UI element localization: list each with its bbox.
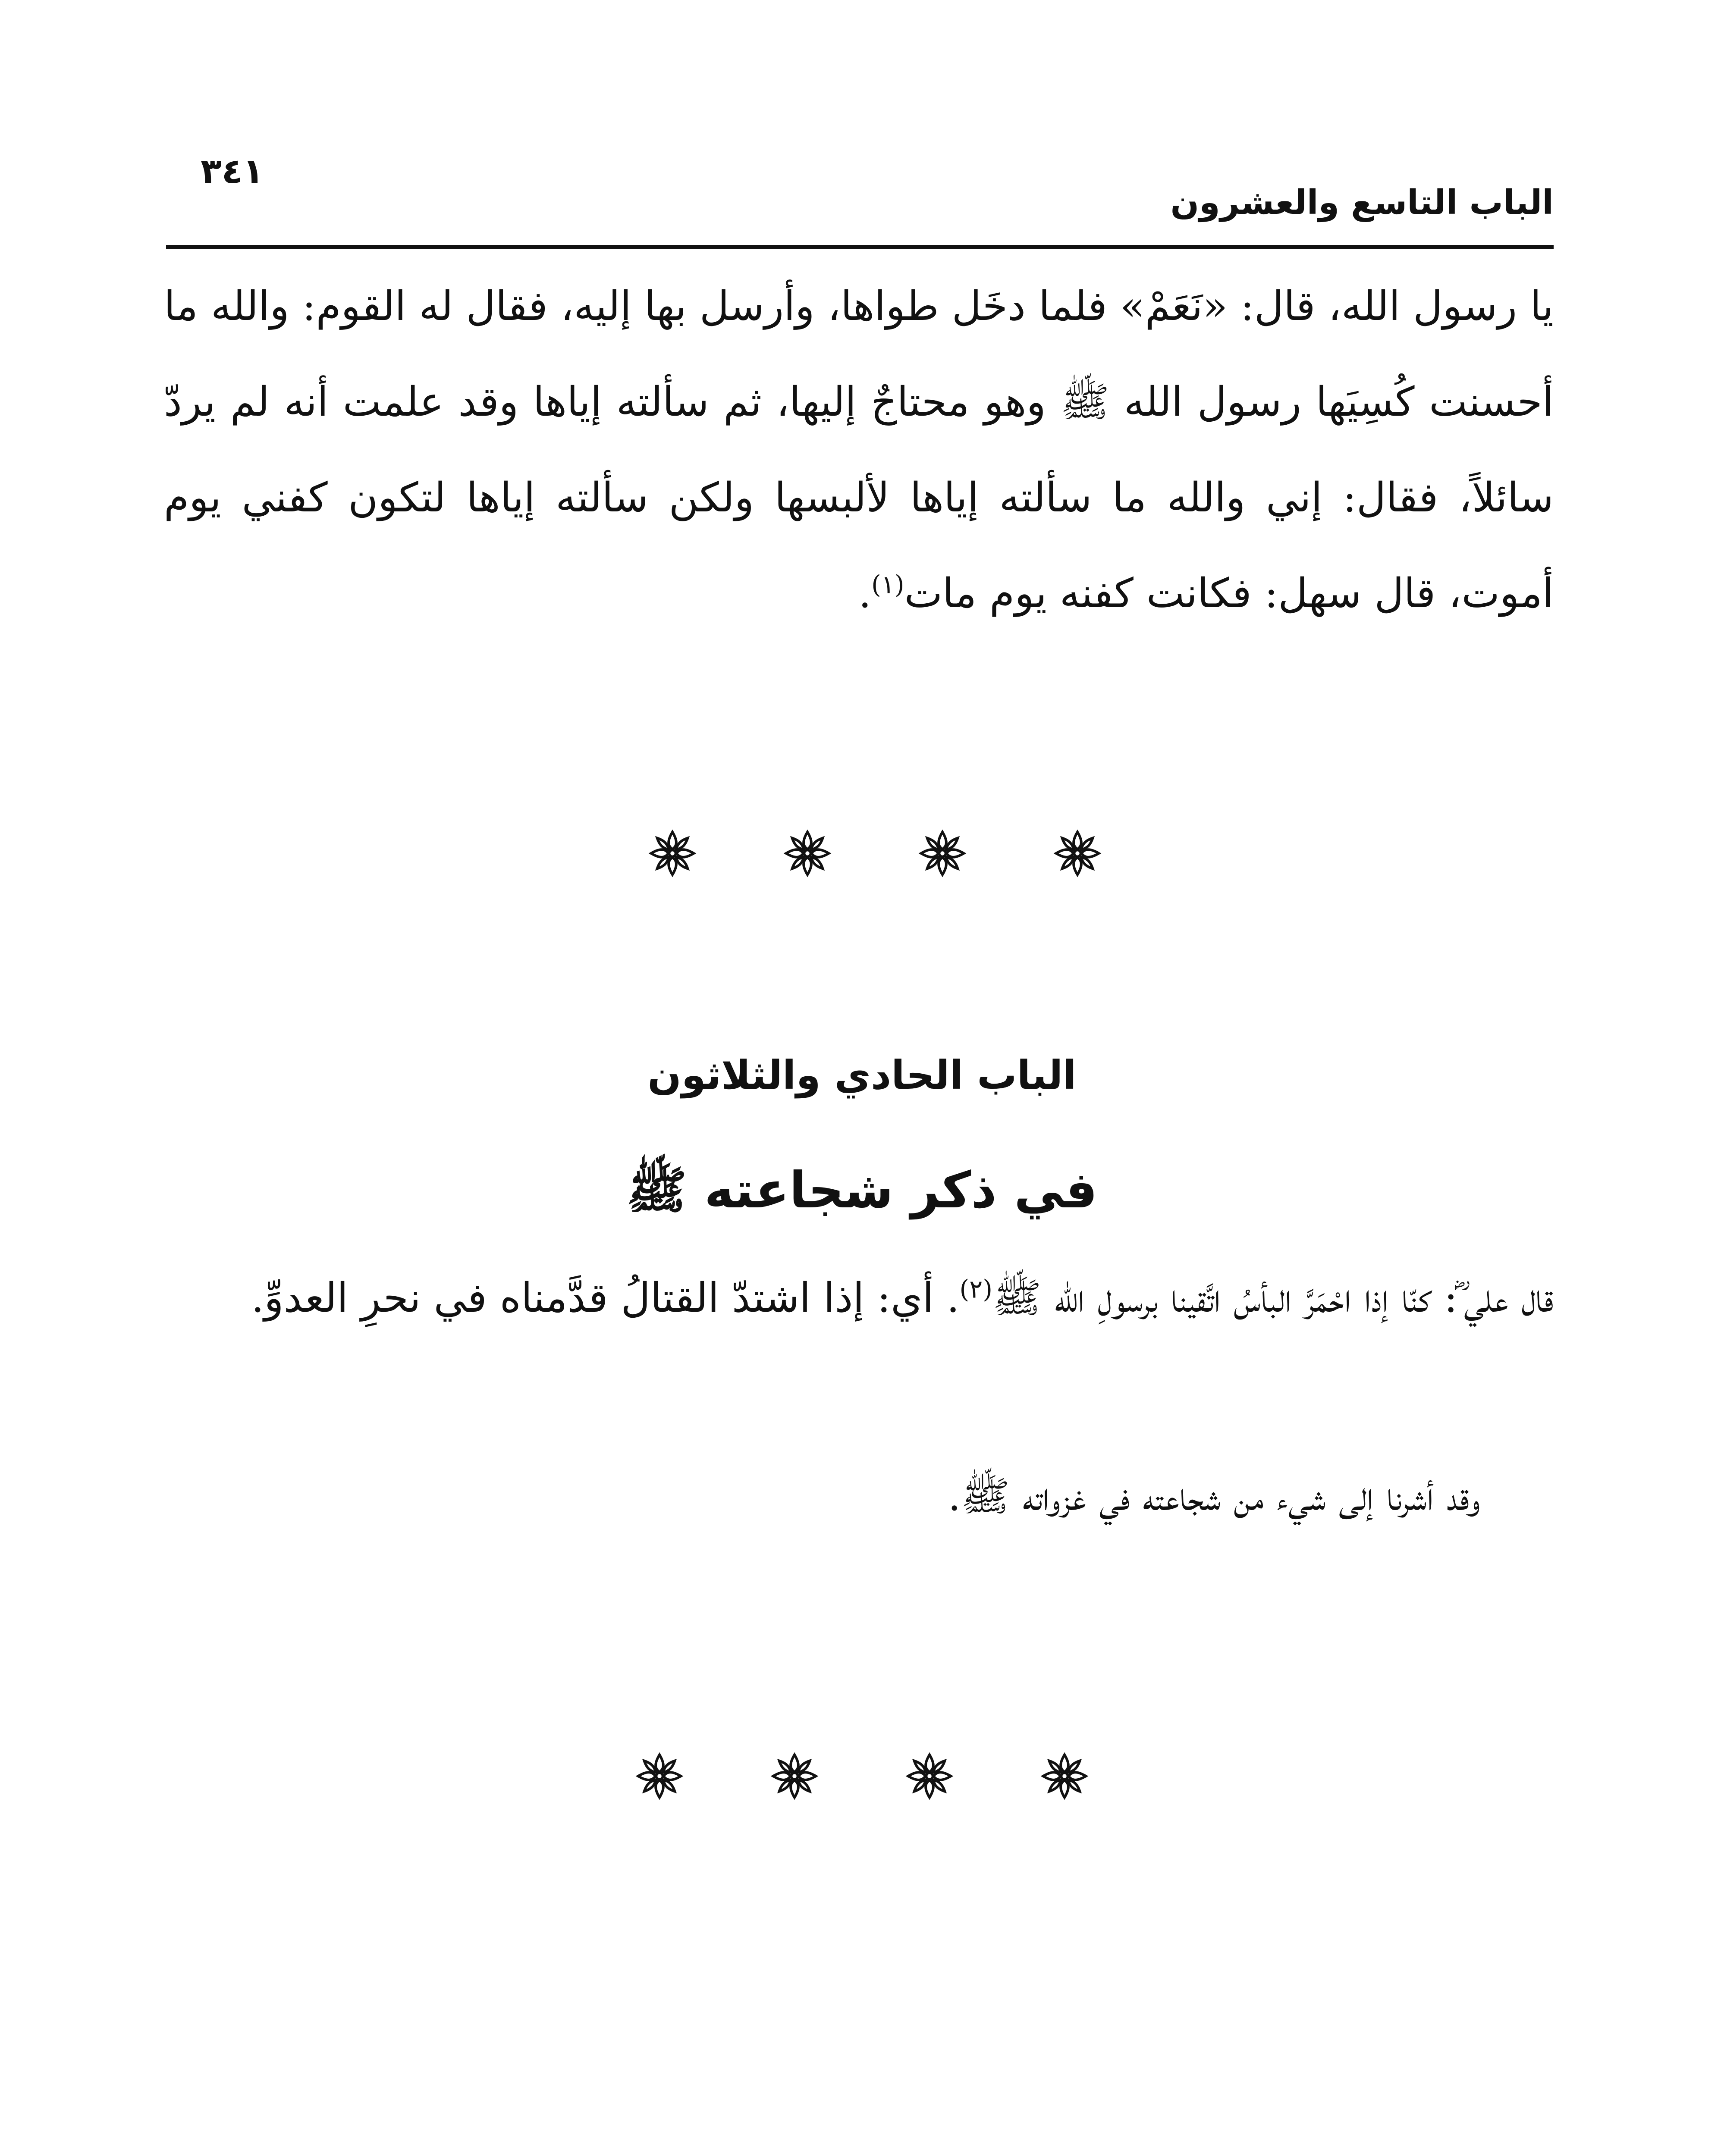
paragraph-text: وقد أشرنا إلى شيء من شجاعته في غزواته ﷺ. [948, 1473, 1480, 1520]
flower-ornament-icon [782, 828, 833, 879]
page-number: ٣٤١ [201, 151, 264, 191]
running-header-title: الباب التاسع والعشرون [1170, 183, 1554, 222]
flower-ornament-icon [769, 1751, 820, 1802]
flower-ornament-icon [1039, 1751, 1090, 1802]
paragraph-note [181, 1449, 1480, 1545]
header-rule [166, 245, 1554, 249]
chapter-subtitle: في ذكر شجاعته ﷺ [626, 1161, 1098, 1219]
footnote-ref-2[interactable]: (٢) [959, 1274, 992, 1304]
running-header [170, 142, 1554, 241]
ornament-row-top [0, 828, 1724, 879]
paragraph-text: قال علي ؓ: كنّا إذا احْمَرَّ البأسُ اتَّقينا برسولِ الله ﷺ [992, 1275, 1554, 1322]
paragraph-text: يا رسول الله، قال: «نَعَمْ» فلما دخَل طواها، وأرسل بها إليه، فقال له القوم: والله ما أحسنت كُسِيَها رسول الله ﷺ وهو محتاجٌ إليها، ثم سألته إياها وقد علمت أنه لم يردّ سائلاً، فقال: إني والله ما سألته إياها لألبسها ولكن سألته إياها لتكون كفني يوم أموت، قال سهل: فكانت كفنه يوم مات [164, 283, 1554, 617]
flower-ornament-icon [917, 828, 968, 879]
flower-ornament-icon [1052, 828, 1103, 879]
paragraph-continuation-text: . أي: إذا اشتدّ القتالُ قدَّمناه في نحرِ العدوِّ. [251, 1275, 960, 1322]
flower-ornament-icon [647, 828, 698, 879]
paragraph-hadith [181, 1250, 1554, 1346]
flower-ornament-icon [904, 1751, 955, 1802]
paragraph-end: . [858, 570, 872, 617]
footnote-ref-1[interactable]: (١) [871, 570, 904, 599]
chapter-title: الباب الحادي والثلاثون [647, 1052, 1077, 1098]
paragraph-continuation [164, 259, 1554, 642]
ornament-row-bottom [0, 1751, 1724, 1802]
flower-ornament-icon [634, 1751, 685, 1802]
